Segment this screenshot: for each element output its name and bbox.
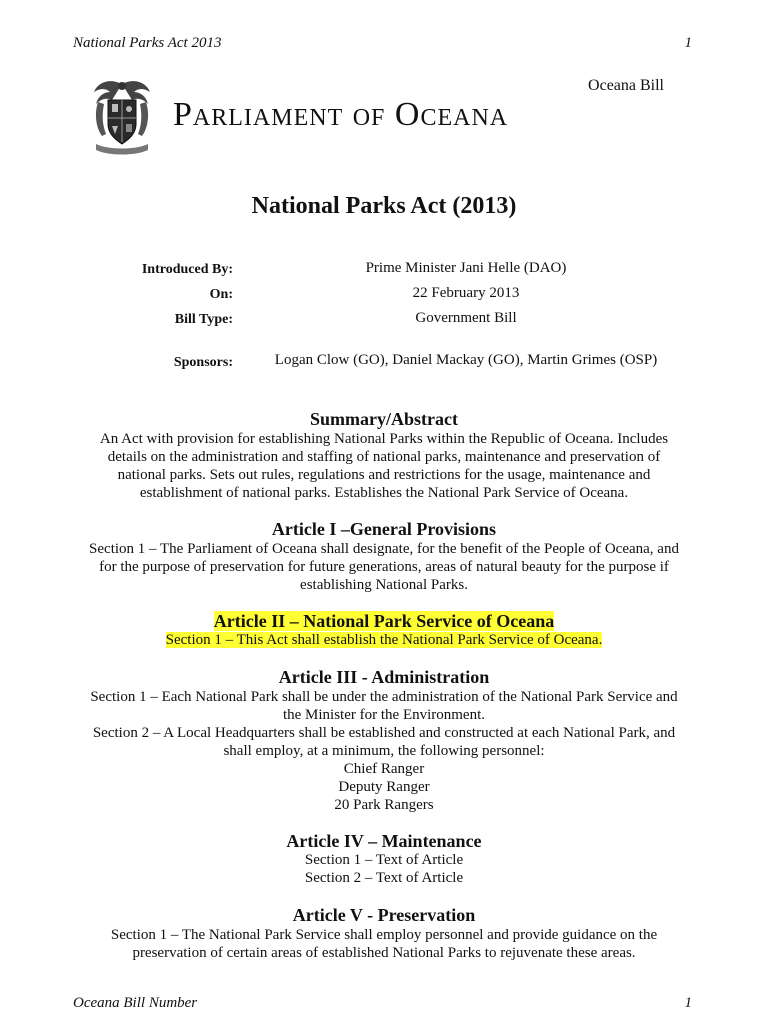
article-5-line: Section 1 – The National Park Service shall employ personnel and provide guidance on the bbox=[110, 927, 658, 943]
footer-bill-number: Oceana Bill Number bbox=[73, 995, 198, 1011]
article-3-line: the Minister for the Environment. bbox=[282, 707, 486, 723]
article-3-line: shall employ, at a minimum, the following personnel: bbox=[223, 743, 545, 759]
bill-label: Oceana Bill bbox=[588, 77, 664, 94]
article-1-line: for the purpose of preservation for future generations, areas of natural beauty for the purpose if bbox=[99, 559, 669, 575]
article-3-text bbox=[60, 688, 708, 814]
summary-text bbox=[60, 430, 708, 502]
coat-of-arms-icon bbox=[90, 78, 154, 156]
introduced-by-value: Prime Minister Jani Helle (DAO) bbox=[365, 260, 567, 276]
article-4-text bbox=[60, 851, 708, 887]
article-1-heading: Article I –General Provisions bbox=[271, 519, 497, 539]
article-5-heading: Article V - Preservation bbox=[292, 905, 476, 925]
article-3-heading: Article III - Administration bbox=[278, 667, 490, 687]
article-2-heading-row bbox=[0, 611, 768, 632]
bill-type-value: Government Bill bbox=[415, 310, 517, 326]
article-1-line: establishing National Parks. bbox=[300, 577, 468, 593]
article-4-heading: Article IV – Maintenance bbox=[286, 831, 482, 851]
article-1-text bbox=[60, 540, 708, 594]
article-4-line: Section 1 – Text of Article bbox=[304, 852, 464, 868]
page-title: National Parks Act (2013) bbox=[251, 193, 517, 219]
summary-line: establishment of national parks. Establishes the National Park Service of Oceana. bbox=[139, 485, 629, 501]
summary-line: An Act with provision for establishing National Parks within the Republic of Oceana. Includes bbox=[99, 431, 669, 447]
article-1-line: Section 1 – The Parliament of Oceana shall designate, for the benefit of the People of Oceana, and bbox=[89, 541, 679, 557]
article-2-text-row bbox=[0, 631, 768, 649]
introduced-by-label: Introduced By: bbox=[141, 262, 233, 277]
bill-type-label: Bill Type: bbox=[174, 312, 233, 327]
sponsors-value: Logan Clow (GO), Daniel Mackay (GO), Martin Grimes (OSP) bbox=[274, 352, 658, 368]
summary-line: national parks. Sets out rules, regulations and restrictions for the usage, maintenance and bbox=[117, 467, 651, 483]
article-3-line: Section 1 – Each National Park shall be under the administration of the National Park Service and bbox=[90, 689, 678, 705]
parliament-name: Parliament of Oceana bbox=[173, 96, 509, 133]
on-label: On: bbox=[209, 287, 233, 302]
article-3-line: 20 Park Rangers bbox=[334, 797, 434, 813]
article-2-heading: Article II – National Park Service of Oceana bbox=[213, 611, 555, 631]
page-number-bottom: 1 bbox=[684, 995, 692, 1011]
article-5-text bbox=[60, 926, 708, 962]
article-5-line: preservation of certain areas of established National Parks to rejuvenate these areas. bbox=[132, 945, 636, 961]
page-number-top: 1 bbox=[684, 35, 692, 51]
article-4-line: Section 2 – Text of Article bbox=[304, 870, 464, 886]
article-3-line: Chief Ranger bbox=[343, 761, 425, 777]
on-value: 22 February 2013 bbox=[412, 285, 520, 301]
article-2-line: Section 1 – This Act shall establish the National Park Service of Oceana. bbox=[165, 632, 603, 648]
article-3-line: Deputy Ranger bbox=[338, 779, 430, 795]
running-title: National Parks Act 2013 bbox=[73, 35, 222, 51]
summary-heading: Summary/Abstract bbox=[310, 409, 458, 429]
summary-line: details on the administration and staffing of national parks, maintenance and preservation of bbox=[107, 449, 661, 465]
article-3-line: Section 2 – A Local Headquarters shall be established and constructed at each National Park, and bbox=[92, 725, 676, 741]
sponsors-label: Sponsors: bbox=[173, 355, 233, 370]
